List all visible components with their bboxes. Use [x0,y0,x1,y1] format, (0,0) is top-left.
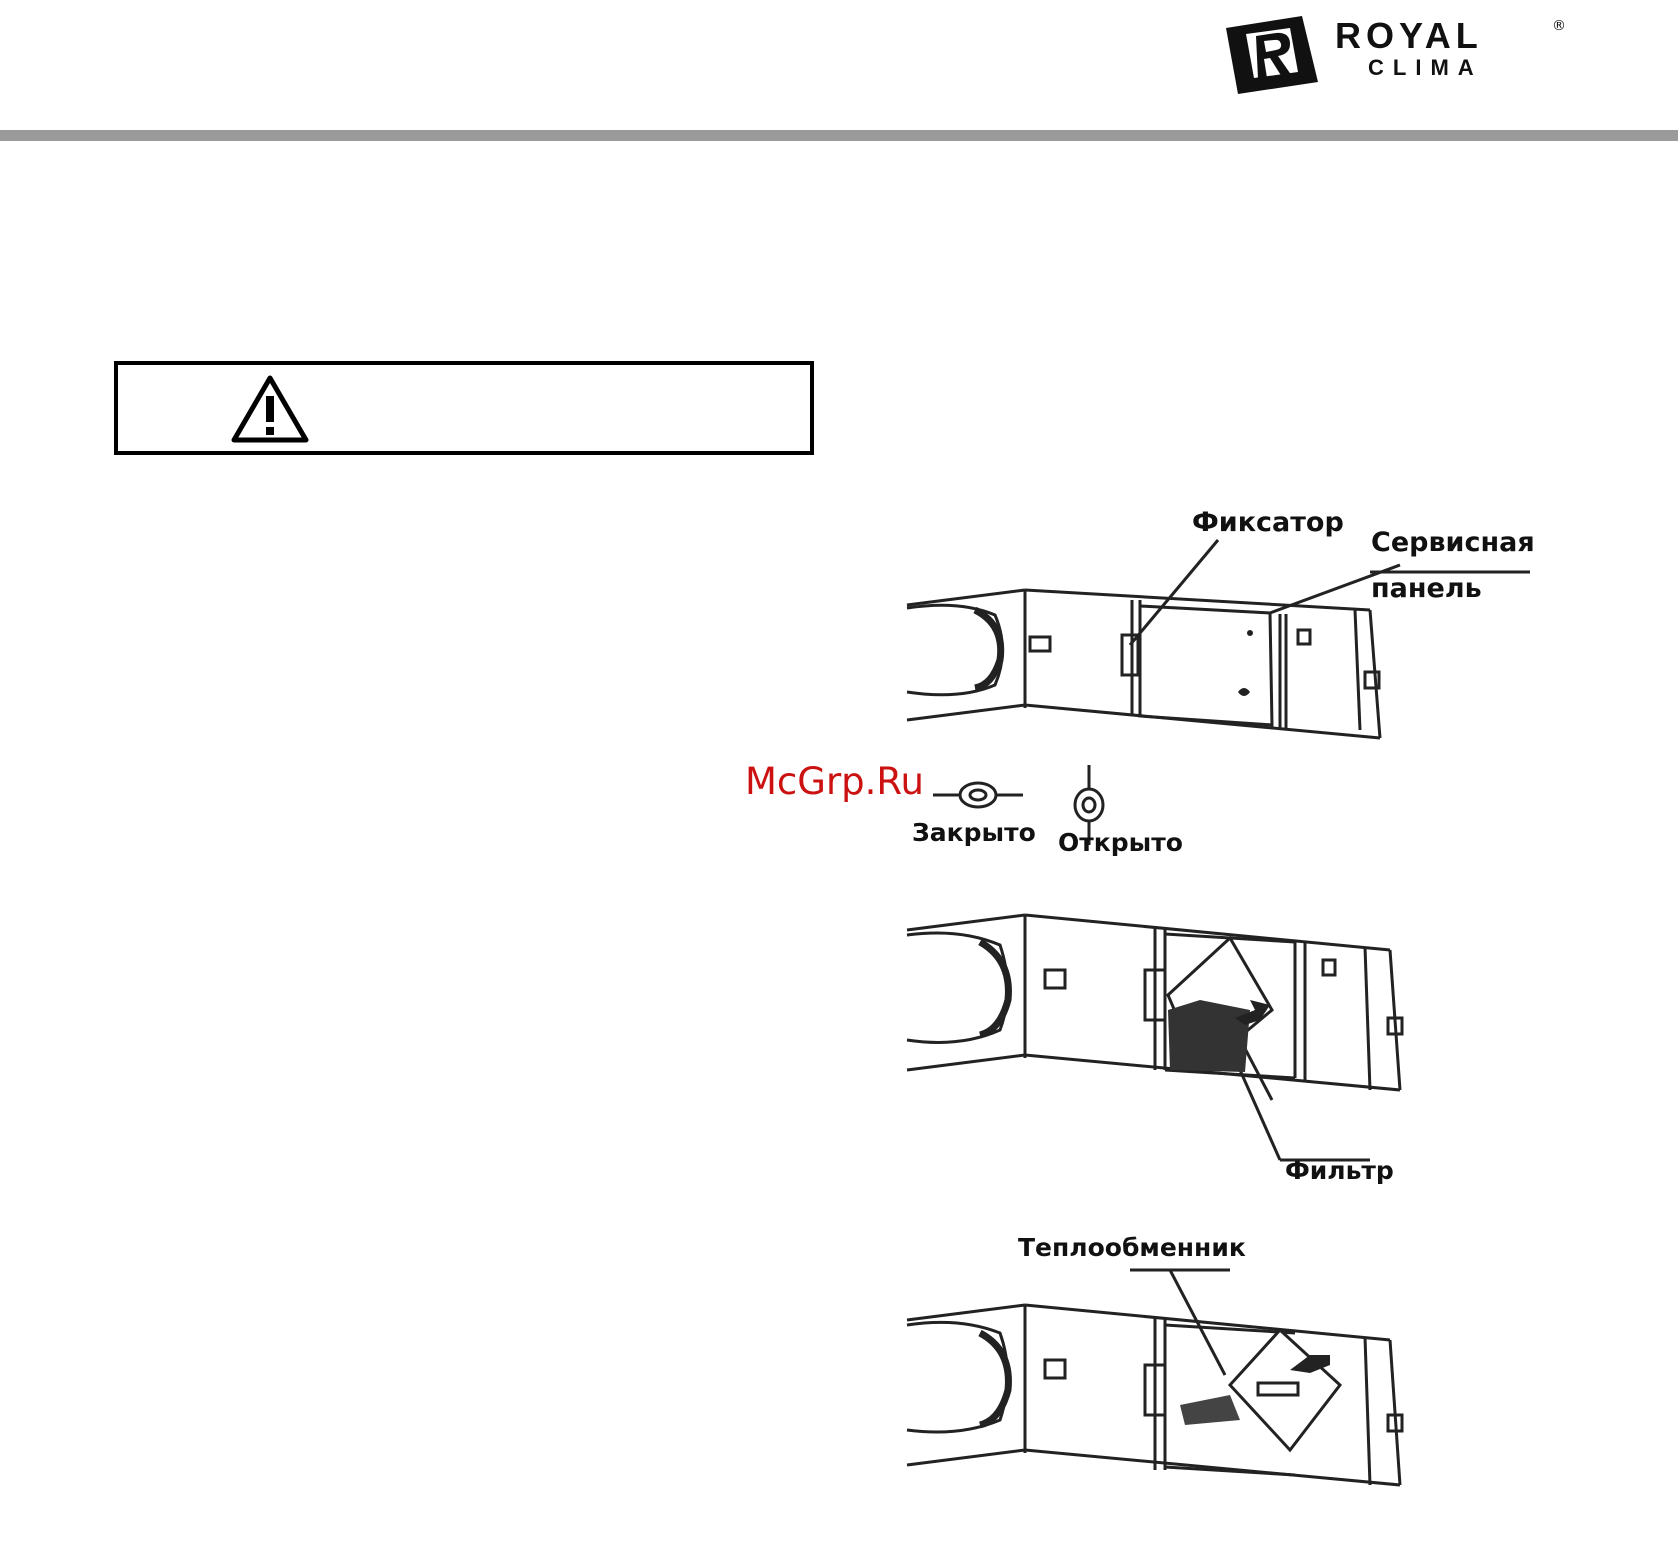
warning-box [114,361,814,455]
brand-subtitle: CLIMA [1368,55,1483,80]
latch-open-label: Открыто [1058,828,1183,857]
figure-filter [900,900,1460,1200]
royal-r-emblem-icon [1220,14,1330,94]
filter-label: Фильтр [1285,1156,1394,1185]
watermark: McGrp.Ru [745,760,924,803]
figure-heat-exchanger [900,1255,1460,1545]
service-panel-label-line1: Сервисная [1371,527,1535,558]
warning-triangle-icon [230,374,310,444]
service-panel-label-line2: панель [1371,573,1482,604]
latch-closed-label: Закрыто [912,818,1036,847]
latch-closed-icon [928,775,1028,815]
header-rule [0,130,1678,141]
registered-mark: ® [1552,18,1566,34]
brand-name: ROYAL [1335,15,1483,56]
heat-exchanger-label: Теплообменник [1018,1233,1246,1262]
fixator-label: Фиксатор [1192,507,1344,538]
